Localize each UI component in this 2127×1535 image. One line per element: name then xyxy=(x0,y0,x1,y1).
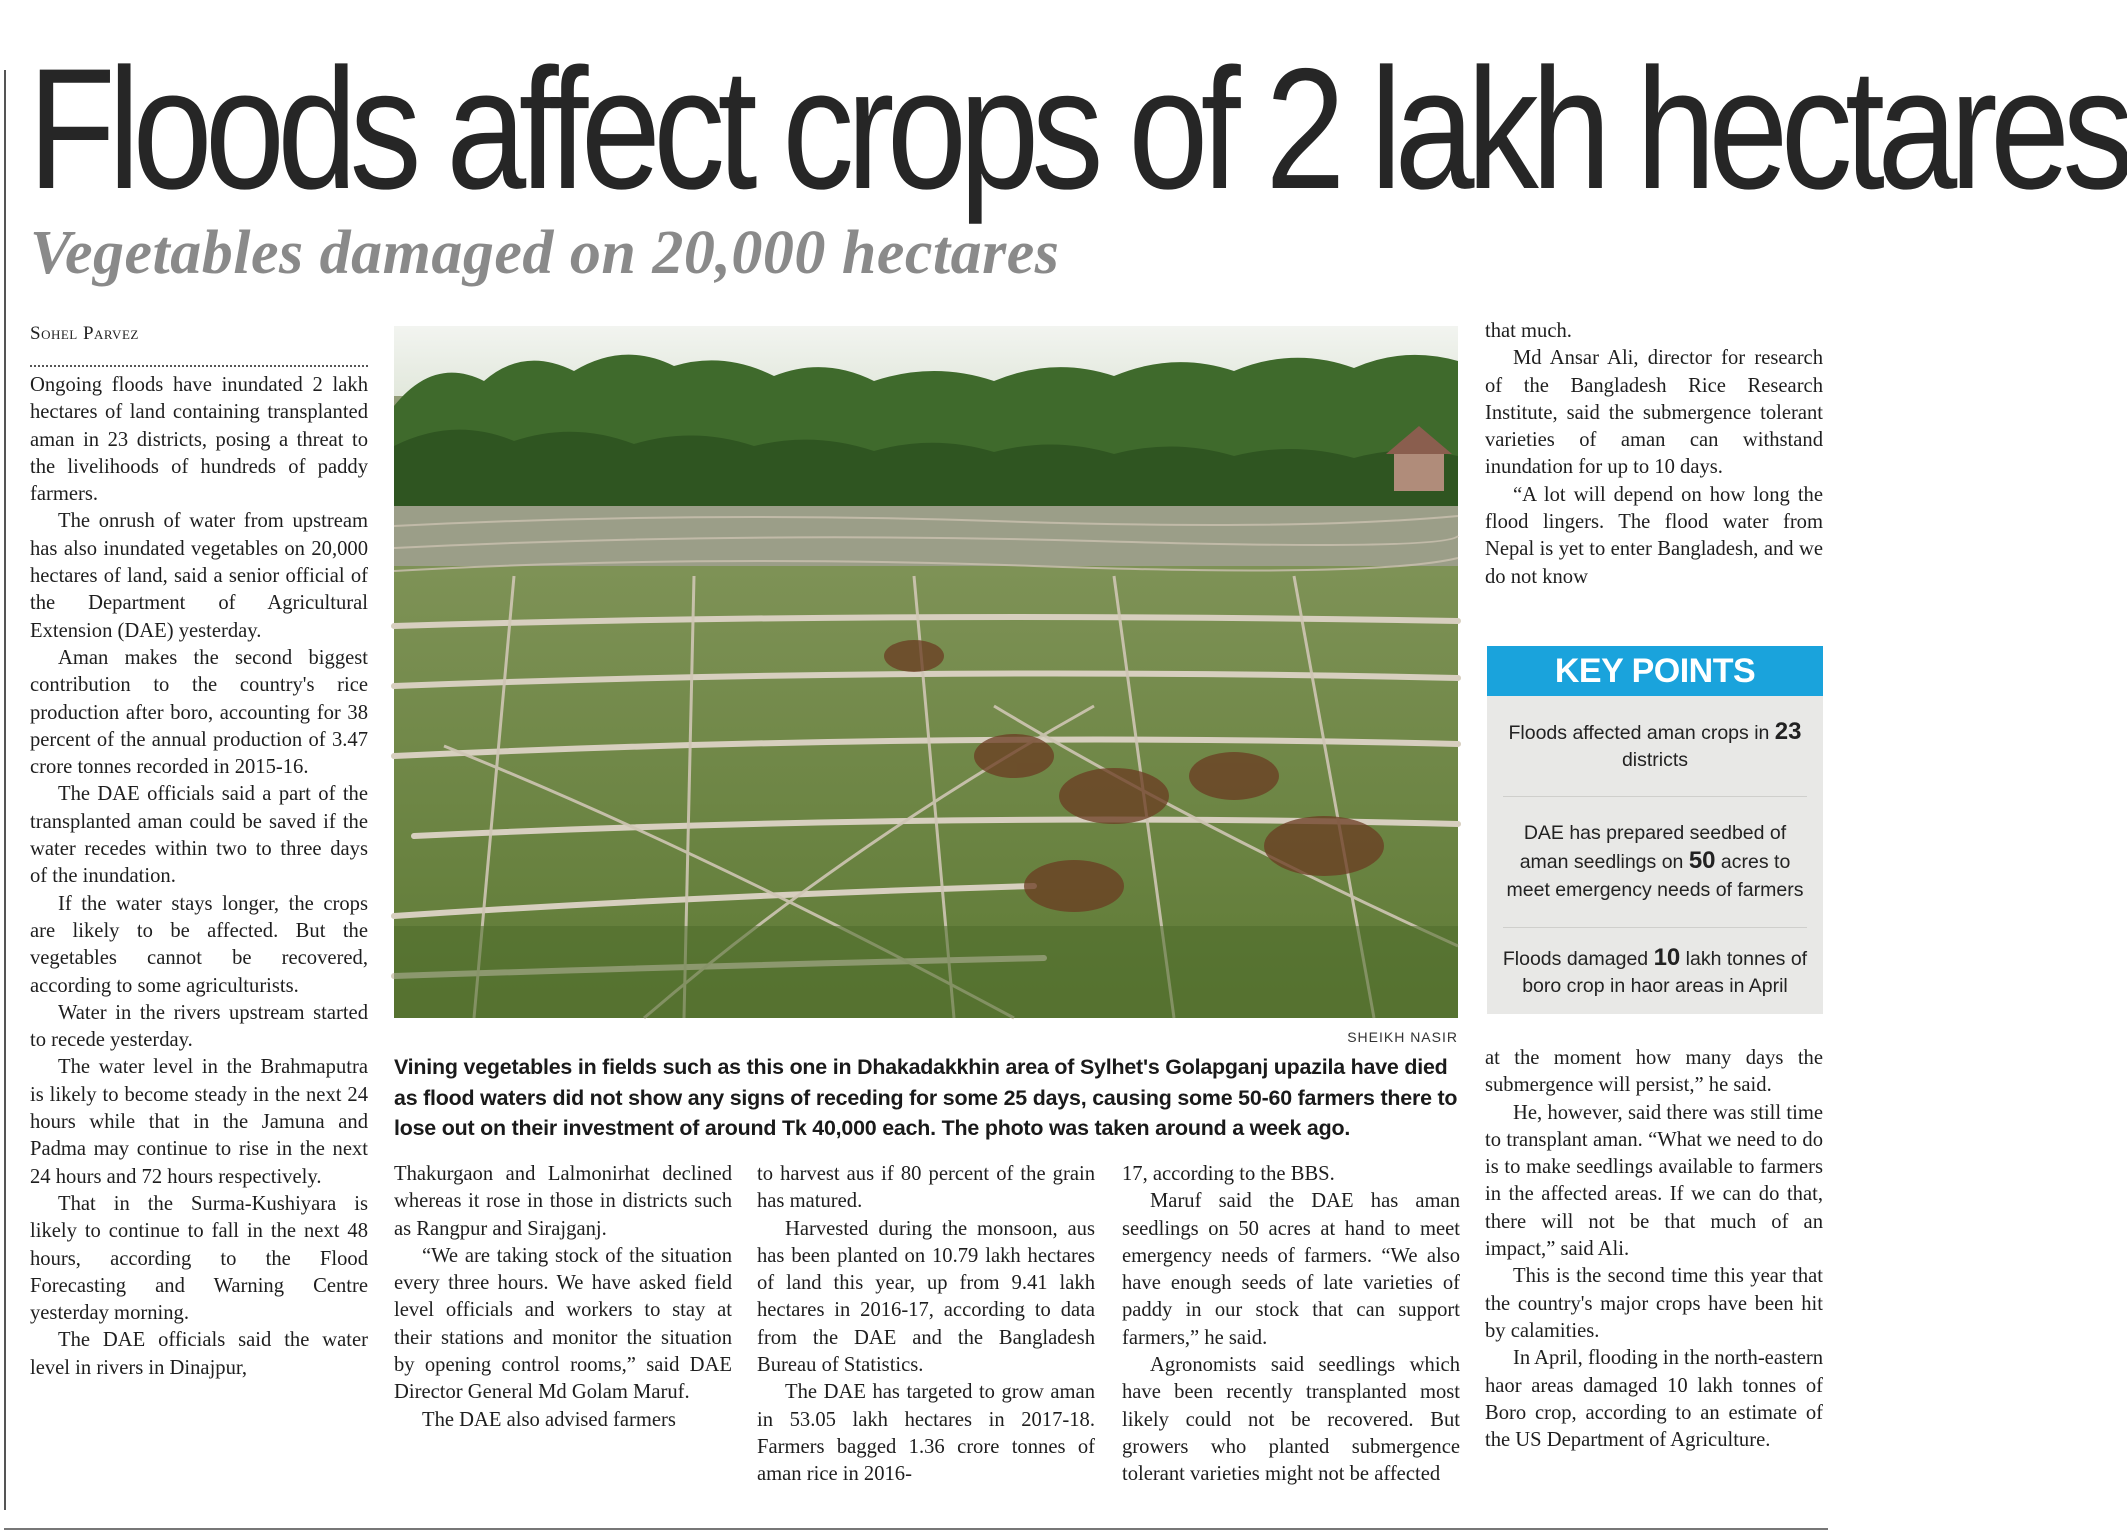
paragraph: Water in the rivers upstream started to recede yesterday. xyxy=(30,1001,368,1052)
paragraph: In April, flooding in the north-eastern haor areas damaged 10 lakh tonnes of Boro crop, according to an estimate of the US Department of Agriculture. xyxy=(1485,1347,1823,1452)
key-point-number: 23 xyxy=(1774,717,1802,745)
key-point-number: 50 xyxy=(1688,847,1716,875)
paragraph: that much. xyxy=(1485,320,1572,342)
article-column-2 xyxy=(394,1161,732,1434)
paragraph: Harvested during the monsoon, aus has been planted on 10.79 lakh hectares of land this year, up from 9.41 lakh hectares in 2016-17, according to data from the DAE and the Bangladesh Bureau of Statistics. xyxy=(757,1217,1095,1377)
key-point-text: districts xyxy=(1621,749,1689,771)
key-point-item xyxy=(1487,797,1823,927)
paragraph: Md Ansar Ali, director for research of the Bangladesh Rice Research Institute, said the submergence tolerant varieties of aman can withstand inundation for up to 10 days. xyxy=(1485,347,1823,479)
photo-caption: Vining vegetables in fields such as this one in Dhakadakkhin area of Sylhet's Golapganj upazila have died as flood waters did not show any signs of receding for some 25 days, causing some 50-60 farmers there to lose out on their investment of around Tk 40,000 each. The photo was taken around a week ago. xyxy=(394,1055,1458,1140)
key-points-box xyxy=(1487,646,1823,1014)
paragraph: Maruf said the DAE has aman seedlings on 50 acres at hand to meet emergency needs of farmers. “We also have enough seeds of late varieties of paddy in our stock that can support farmers,” he said. xyxy=(1122,1190,1460,1349)
paragraph: at the moment how many days the submergence will persist,” he said. xyxy=(1485,1047,1823,1097)
paragraph: “A lot will depend on how long the flood lingers. The flood water from Nepal is yet to enter Bangladesh, and we do not know xyxy=(1485,483,1823,588)
paragraph: “We are taking stock of the situation every three hours. We have asked field level officials and workers to stay at their stations and monitor the situation by opening control rooms,” said DAE Director General Md Golam Maruf. xyxy=(394,1244,732,1404)
bottom-rule xyxy=(4,1528,1828,1530)
paragraph: to harvest aus if 80 percent of the grain has matured. xyxy=(757,1163,1095,1213)
paragraph: The DAE has targeted to grow aman in 53.05 lakh hectares in 2017-18. Farmers bagged 1.36 crore tonnes of aman rice in 2016- xyxy=(757,1381,1095,1486)
article-column-5-bottom xyxy=(1485,1045,1823,1454)
paragraph: The DAE officials said a part of the transplanted aman could be saved if the water recedes within two to three days of the inundation. xyxy=(30,783,368,888)
paragraph: The DAE also advised farmers xyxy=(422,1408,676,1431)
paragraph: That in the Surma-Kushiyara is likely to continue to fall in the next 48 hours, according to the Flood Forecasting and Warning Centre yesterday morning. xyxy=(30,1192,368,1325)
subheadline: Vegetables damaged on 20,000 hectares xyxy=(30,219,1060,287)
key-point-item xyxy=(1487,696,1823,796)
article-column-3 xyxy=(757,1161,1095,1489)
article-column-5-top xyxy=(1485,318,1823,591)
paragraph: He, however, said there was still time to transplant aman. “What we need to do is to make seedlings available to farmers in the affected areas. If we can do that, there will not be that much of an impact,” said Ali. xyxy=(1485,1101,1823,1261)
paragraph: 17, according to the BBS. xyxy=(1122,1163,1335,1185)
paragraph: Aman makes the second biggest contribution to the country's rice production after boro, accounting for 38 percent of the annual production of 3.47 crore tonnes recorded in 2015-16. xyxy=(30,646,368,779)
key-point-text: lakh tonnes of boro crop in haor areas in April xyxy=(1522,947,1808,997)
key-point-text: DAE has prepared seedbed of aman seedlings on xyxy=(1519,821,1787,874)
headline: Floods affect crops of 2 lakh hectares xyxy=(28,33,2127,225)
left-column-rule xyxy=(4,70,6,1510)
paragraph: The onrush of water from upstream has also inundated vegetables on 20,000 hectares of land, said a senior official of the Department of Agricultural Extension (DAE) yesterday. xyxy=(30,510,368,642)
photo-credit: SHEIKH NASIR xyxy=(1347,1029,1458,1045)
key-point-text: Floods affected aman crops in xyxy=(1508,721,1775,744)
key-point-text: acres to meet emergency needs of farmers xyxy=(1506,851,1804,901)
key-point-item xyxy=(1487,928,1823,1016)
key-points-title: KEY POINTS xyxy=(1487,646,1823,696)
paragraph: This is the second time this year that the country's major crops have been hit by calamities. xyxy=(1485,1265,1823,1342)
paragraph: Agronomists said seedlings which have been recently transplanted most likely could not be recovered. But growers who planted submergence tolerant varieties might not be affected xyxy=(1122,1354,1460,1486)
paragraph: Thakurgaon and Lalmonirhat declined whereas it rose in those in districts such as Rangpur and Sirajganj. xyxy=(394,1163,732,1240)
key-point-text: Floods damaged xyxy=(1502,947,1654,970)
article-column-1 xyxy=(30,372,368,1382)
key-point-number: 10 xyxy=(1653,943,1681,971)
paragraph: Ongoing floods have inundated 2 lakh hectares of land containing transplanted aman in 23 districts, posing a threat to the livelihoods of hundreds of paddy farmers. xyxy=(30,374,368,506)
paragraph: If the water stays longer, the crops are likely to be affected. But the vegetables cannot be recovered, according to some agriculturists. xyxy=(30,892,368,997)
paragraph: The DAE officials said the water level in rivers in Dinajpur, xyxy=(30,1329,368,1379)
byline-divider xyxy=(30,365,368,367)
paragraph: The water level in the Brahmaputra is likely to become steady in the next 24 hours while that in the Jamuna and Padma may continue to rise in the next 24 hours and 72 hours respectively. xyxy=(30,1056,368,1188)
flood-field-photo xyxy=(394,326,1458,1018)
byline: Sohel Parvez xyxy=(30,323,139,344)
article-column-4 xyxy=(1122,1161,1460,1489)
